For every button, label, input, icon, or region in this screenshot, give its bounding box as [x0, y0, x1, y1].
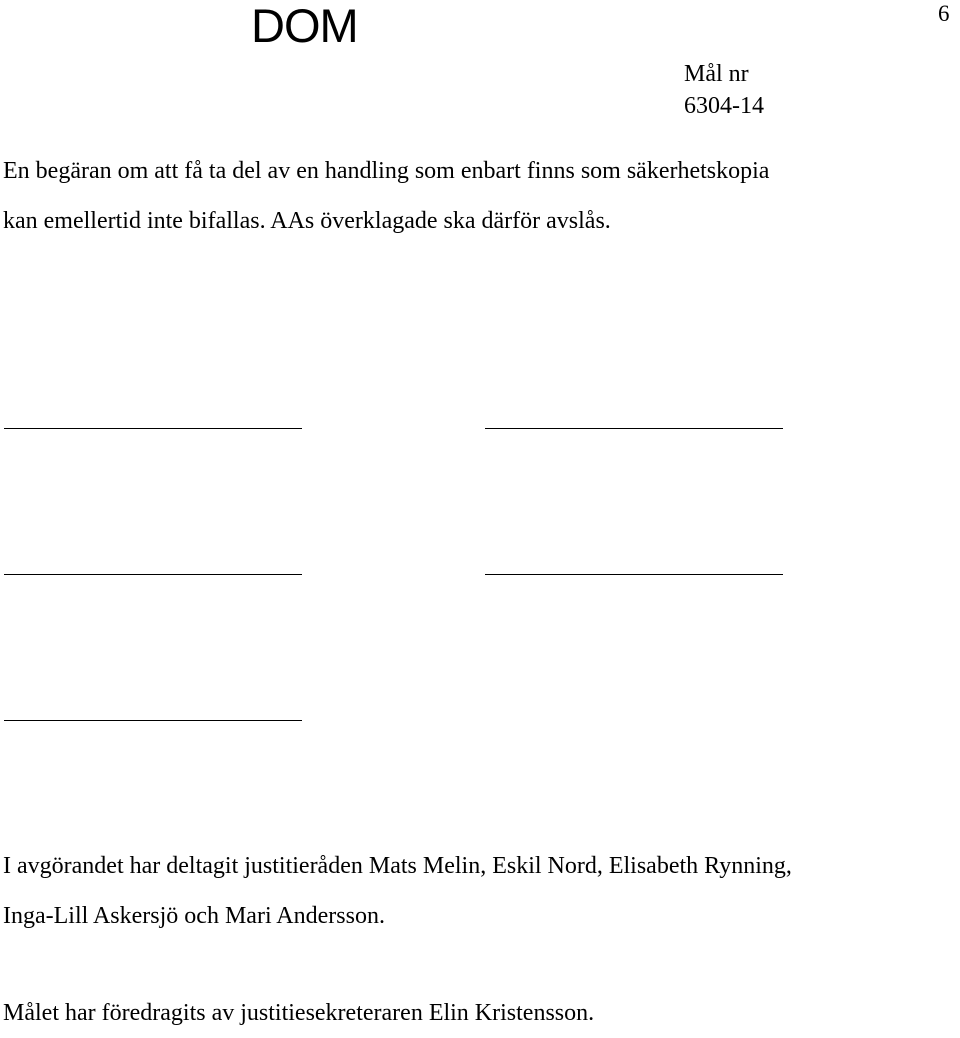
document-title: DOM: [251, 0, 358, 52]
participants-paragraph: [3, 841, 792, 941]
decision-paragraph: [3, 146, 769, 246]
paragraph-line: Inga-Lill Askersjö och Mari Andersson.: [3, 903, 385, 929]
signature-line: [4, 720, 302, 721]
case-number: 6304-14: [684, 93, 764, 119]
paragraph-line: I avgörandet har deltagit justitieråden Mats Melin, Eskil Nord, Elisabeth Rynning,: [3, 853, 792, 879]
case-label: Mål nr: [684, 61, 749, 87]
case-number-block: [684, 58, 764, 122]
rapporteur-paragraph: [3, 988, 594, 1038]
paragraph-line: kan emellertid inte bifallas. AAs överklagade ska därför avslås.: [3, 208, 611, 234]
signature-line: [485, 428, 783, 429]
signature-line: [4, 574, 302, 575]
paragraph-line: Målet har föredragits av justitiesekreteraren Elin Kristensson.: [3, 1000, 595, 1026]
paragraph-line: En begäran om att få ta del av en handling som enbart finns som säkerhetskopia: [3, 158, 770, 184]
page-number: 6: [938, 1, 950, 26]
signature-line: [485, 574, 783, 575]
signature-line: [4, 428, 302, 429]
